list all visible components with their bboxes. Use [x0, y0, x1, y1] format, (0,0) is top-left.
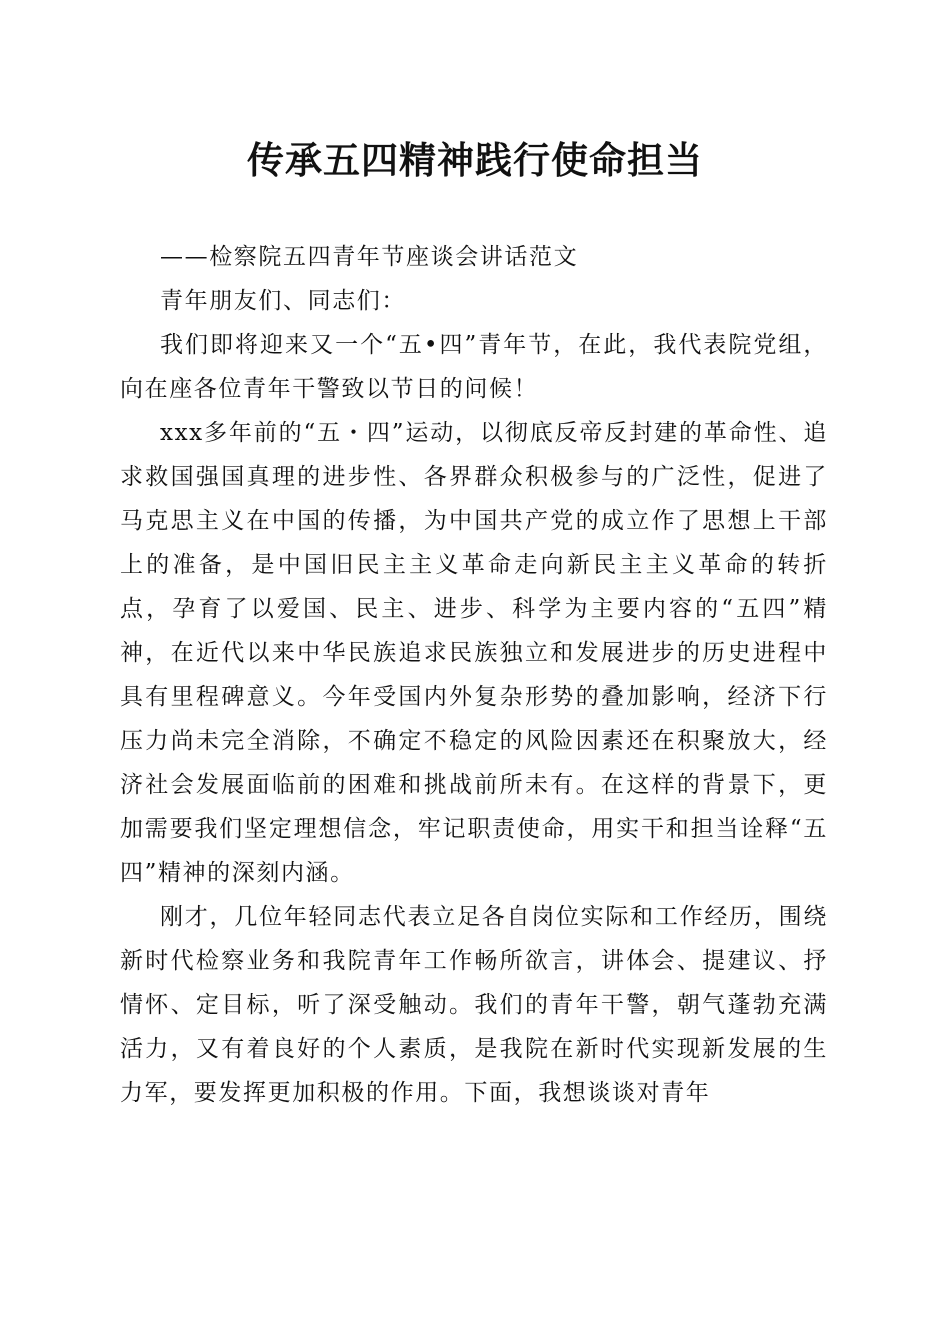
paragraph-greeting: 我们即将迎来又一个“五•四”青年节，在此，我代表院党组，向在座各位青年干警致以节日的问候！ [120, 332, 828, 402]
document-title: 传承五四精神践行使命担当 [247, 138, 703, 182]
document-subtitle: ——检察院五四青年节座谈会讲话范文 [160, 244, 579, 270]
document-body [120, 235, 828, 1115]
salutation: 青年朋友们、同志们： [160, 288, 406, 314]
paragraph-may-fourth-history: xxx多年前的“五・四”运动，以彻底反帝反封建的革命性、追求救国强国真理的进步性、各界群众积极参与的广泛性，促进了马克思主义在中国的传播，为中国共产党的成立作了思想上干部上的准备，是中国旧民主主义革命走向新民主主义革命的转折点，孕育了以爱国、民主、进步、科学为主要内容的“五四”精神，在近代以来中华民族追求民族独立和发展进步的历史进程中具有里程碑意义。今年受国内外复杂形势的叠加影响，经济下行压力尚未完全消除，不确定不稳定的风险因素还在积聚放大，经济社会发展面临前的困难和挑战前所未有。在这样的背景下，更加需要我们坚定理想信念，牢记职责使命，用实干和担当诠释“五四”精神的深刻内涵。 [120, 420, 828, 886]
paragraph-young-staff: 刚才，几位年轻同志代表立足各自岗位实际和工作经历，围绕新时代检察业务和我院青年工作畅所欲言，讲体会、提建议、抒情怀、定目标，听了深受触动。我们的青年干警，朝气蓬勃充满活力，又有着良好的个人素质，是我院在新时代实现新发展的生力军，要发挥更加积极的作用。下面，我想谈谈对青年 [120, 904, 828, 1106]
